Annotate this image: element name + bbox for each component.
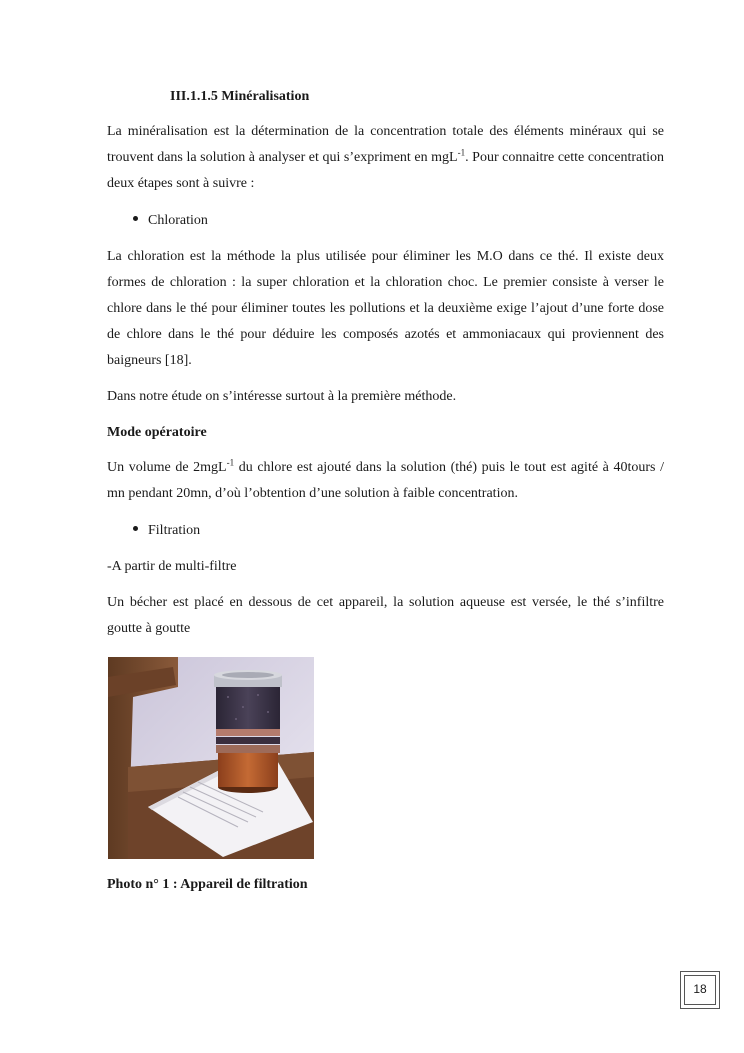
multi-filtre-line: -A partir de multi-filtre [107, 559, 237, 574]
page-number: 18 [693, 982, 707, 996]
bullet-item-filtration [133, 523, 200, 539]
mode-operatoire-title: Mode opératoire [107, 425, 207, 440]
becher-paragraph: Un bécher est placé en dessous de cet appareil, la solution aqueuse est versée, le thé s’infiltre goutte à goutte [107, 595, 664, 636]
intro-text-part1: La minéralisation est la détermination de la concentration totale des éléments minéraux qui se trouvent dans la solution à analyser et qui s’expriment en mgL [107, 124, 664, 165]
mode-operatoire-paragraph [107, 455, 664, 507]
mode-text-part2: du chlore est ajouté dans la solution (thé) puis le tout est agité à 40tours / mn pendant 20mn, d’où l’obtention d’une solution à faible concentration. [107, 460, 664, 501]
photo-caption: Photo n° 1 : Appareil de filtration [107, 877, 308, 892]
bullet-item-chloration [133, 213, 208, 229]
intro-superscript: -1 [457, 147, 466, 158]
chloration-paragraph: La chloration est la méthode la plus utilisée pour éliminer les M.O dans ce thé. Il existe deux formes de chloration : la super chloration et la chloration choc. Le premier consiste à verser le chlore dans le thé pour éliminer toutes les pollutions et la deuxième exige l’ajout d’une forte dose de chlore dans le thé pour déduire les composés azotés et ammoniacaux qui proviennent des baigneurs [18]. [107, 249, 664, 368]
bullet-dot-icon [133, 216, 138, 221]
filtration-photo [108, 657, 314, 859]
bullet-label-chloration: Chloration [148, 213, 208, 228]
section-heading: III.1.1.5 Minéralisation [170, 89, 310, 104]
study-paragraph: Dans notre étude on s’intéresse surtout à la première méthode. [107, 389, 457, 404]
intro-paragraph [107, 119, 664, 197]
intro-text-part2: . Pour connaitre cette concentration deux étapes sont à suivre : [107, 150, 665, 191]
mode-superscript: -1 [226, 457, 235, 468]
bullet-dot-icon [133, 526, 138, 531]
bullet-label-filtration: Filtration [148, 523, 201, 538]
mode-text-part1: Un volume de 2mgL [107, 460, 227, 475]
filtration-apparatus-image [108, 657, 314, 859]
page-number-box [680, 971, 720, 1009]
